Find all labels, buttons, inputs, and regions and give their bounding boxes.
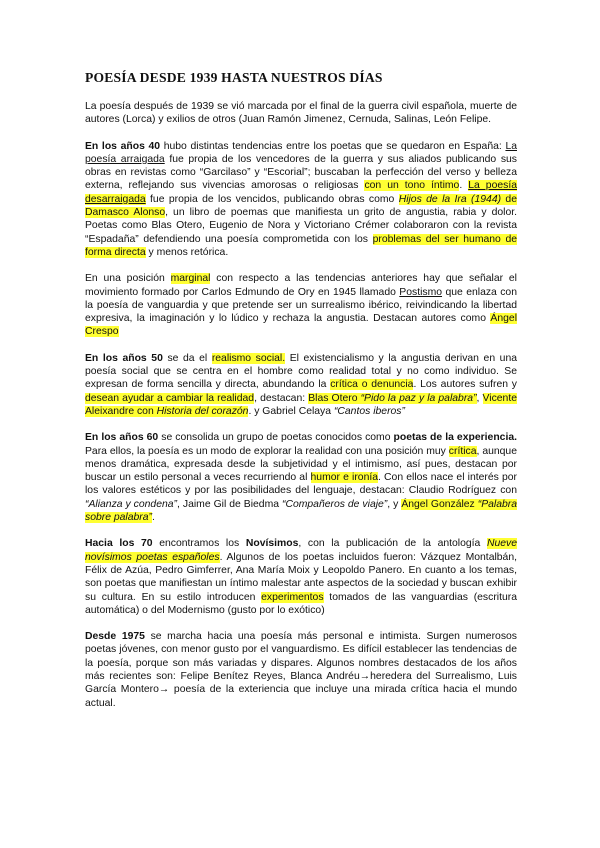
text-segment: y menos retórica. [145, 246, 229, 258]
term-poesia-arraigada: La poesía arraigada [85, 140, 517, 165]
text-segment: . Los autores sufren y [413, 379, 517, 391]
heading-anos-60: En los años 60 [85, 432, 159, 444]
highlight-blas-otero: Blas Otero [308, 392, 361, 404]
term-postismo: Postismo [399, 286, 443, 298]
book-hijos-de-la-ira: Hijos de la Ira (1944) [398, 193, 502, 205]
highlight-marginal: marginal [170, 273, 211, 285]
intro-paragraph [85, 100, 517, 127]
paragraph-anos-50 [85, 352, 517, 418]
text-segment: , con la publicación de la antología [298, 538, 487, 550]
highlight-damaso-alonso: de Damasco Alonso [85, 193, 517, 219]
highlight-realismo-social: realismo social. [211, 352, 286, 364]
paragraph-anos-40 [85, 140, 517, 260]
text-segment: encontramos los [152, 538, 246, 550]
highlight-vicente-aleixandre: Vicente Aleixandre con [85, 392, 517, 417]
paragraph-desde-1975 [85, 630, 517, 710]
text-segment: En una posición [85, 273, 171, 285]
intro-text: La poesía después de 1939 se vió marcada por el final de la guerra civil española, muerte de autores (Lorca) y exilios de otros (Juan Ramón Jimenez, Cernuda, Salinas, León Felipe. [85, 101, 517, 126]
text-segment: se consolida un grupo de poetas conocidos como [158, 432, 394, 444]
text-segment: . [152, 512, 155, 524]
highlight-experimentos: experimentos [261, 591, 324, 603]
text-segment: , destacan: [254, 392, 309, 404]
text-segment: . [459, 180, 469, 192]
heading-desde-1975: Desde 1975 [85, 631, 145, 643]
paragraph-anos-70 [85, 537, 517, 617]
book-nueve-novisimos: Nueve novísimos poetas españoles [85, 538, 518, 563]
highlight-angel-crespo: Ángel Crespo [85, 313, 517, 338]
text-segment: se da el [162, 352, 212, 364]
page-title: POESÍA DESDE 1939 HASTA NUESTROS DÍAS [85, 70, 383, 85]
highlight-humor-ironia: humor e ironía [310, 472, 379, 484]
heading-anos-70: Hacia los 70 [85, 538, 153, 550]
text-segment: tomados de las vanguardias (escritura automática) o del Modernismo (gusto por lo exótico) [85, 591, 517, 616]
highlight-critica-denuncia: crítica o denuncia [330, 379, 414, 391]
book-alianza-y-condena: “Alianza y condena” [85, 498, 178, 510]
book-companeros-de-viaje: “Compañeros de viaje” [281, 498, 388, 510]
term-poetas-experiencia: poetas de la experiencia. [393, 432, 517, 444]
term-poesia-desarraigada: La poesía desarraigada [85, 180, 517, 205]
paragraph-marginal [85, 272, 517, 338]
text-segment: , [476, 392, 483, 404]
heading-anos-50: En los años 50 [85, 352, 163, 364]
highlight-angel-gonzalez: Ángel González [401, 498, 478, 510]
highlight-problemas: problemas del ser humano de forma directa [85, 233, 517, 258]
text-segment: , Jaime Gil de Biedma [177, 498, 282, 510]
text-segment: , aunque menos dramática, expresada desde la subjetividad y el intimismo, así pues, destacan por buscar un estilo personal a veces recurriendo al [85, 445, 517, 484]
text-segment: fue propia de los vencedores de la guerra y sus aliados publicando sus obras en revistas como “Garcilaso” y “Escorial”; buscaban la perfección del verso y belleza externa, reflejando sus vivencias amorosas o religiosas [85, 153, 517, 192]
highlight-tono-intimo: con un tono íntimo [364, 180, 460, 192]
highlight-critica: crítica [448, 445, 477, 457]
book-cantos-iberos: “Cantos iberos” [333, 405, 405, 417]
text-segment: , un libro de poemas que manifiesta un grito de angustia, rabia y dolor. Poetas como Blas Otero, Eugenio de Nora y Victoriano Crémer colaboraron con la revista “Espadaña” defendiendo una poesía comprometida con los [85, 207, 517, 245]
text-segment: se marcha hacia una poesía más personal e intimista. Surgen numerosos poetas jóvenes, con menor gusto por el vanguardismo. Es difícil establecer las tendencias de la poesía, porque son más variadas y dispares. Algunos nombres destacados de los años más recientes son: Felipe Benítez Reyes, Blanca Andréu→heredera del Surrealismo, Luis García Montero→ poesía de la exteriencia que incluye una mirada crítica hacia el mundo actual. [85, 631, 517, 709]
text-segment: . Algunos de los poetas incluidos fueron: Vázquez Montalbán, Félix de Azúa, Pedro Gimferrer, Ana María Moix y Leopoldo Panero. En cuanto a los temas, son poetas que manifiestan un íntimo malestar ante aspectos de la sociedad y buscan exhibir su cultura. En su estilo introducen [85, 551, 517, 603]
paragraph-anos-60 [85, 431, 517, 524]
text-segment: fue propia de los vencidos, publicando obras como [145, 193, 399, 205]
text-segment: El existencialismo y la angustia derivan en una poesía social que se centra en el hombre como realidad total y no como individuo. Se expresan de forma sencilla y directa, abundando la [85, 352, 518, 391]
book-historia-del-corazon: Historia del corazón [156, 405, 249, 417]
text-segment: con respecto a las tendencias anteriores hay que señalar el movimiento formado por Carlos Edmundo de Ory en 1945 llamado [85, 273, 517, 298]
book-pido-la-paz: “Pido la paz y la palabra” [360, 392, 477, 404]
text-segment: hubo distintas tendencias entre los poetas que se quedaron en España: [160, 140, 506, 152]
heading-anos-40: En los años 40 [85, 140, 161, 152]
text-segment: , y [387, 498, 402, 510]
text-segment: . y Gabriel Celaya [248, 405, 334, 417]
highlight-desean-ayudar: desean ayudar a cambiar la realidad [85, 392, 255, 404]
text-segment: . Con ellos nace el interés por los valores estéticos y por las posibilidades del lenguaje, destacan: Claudio Rodríguez con [85, 472, 517, 497]
text-segment: Para ellos, la poesía es un modo de explorar la realidad con una posición muy [85, 445, 449, 457]
book-palabra-sobre-palabra: “Palabra sobre palabra” [85, 498, 518, 524]
term-novisimos: Novísimos [245, 538, 299, 550]
text-segment: que enlaza con la poesía de vanguardia y que pretende ser un surrealismo ibérico, reivindicando la libertad expresiva, la imaginación y lo lúdico y rechaza la angustia. Destacan autores como [85, 286, 517, 325]
